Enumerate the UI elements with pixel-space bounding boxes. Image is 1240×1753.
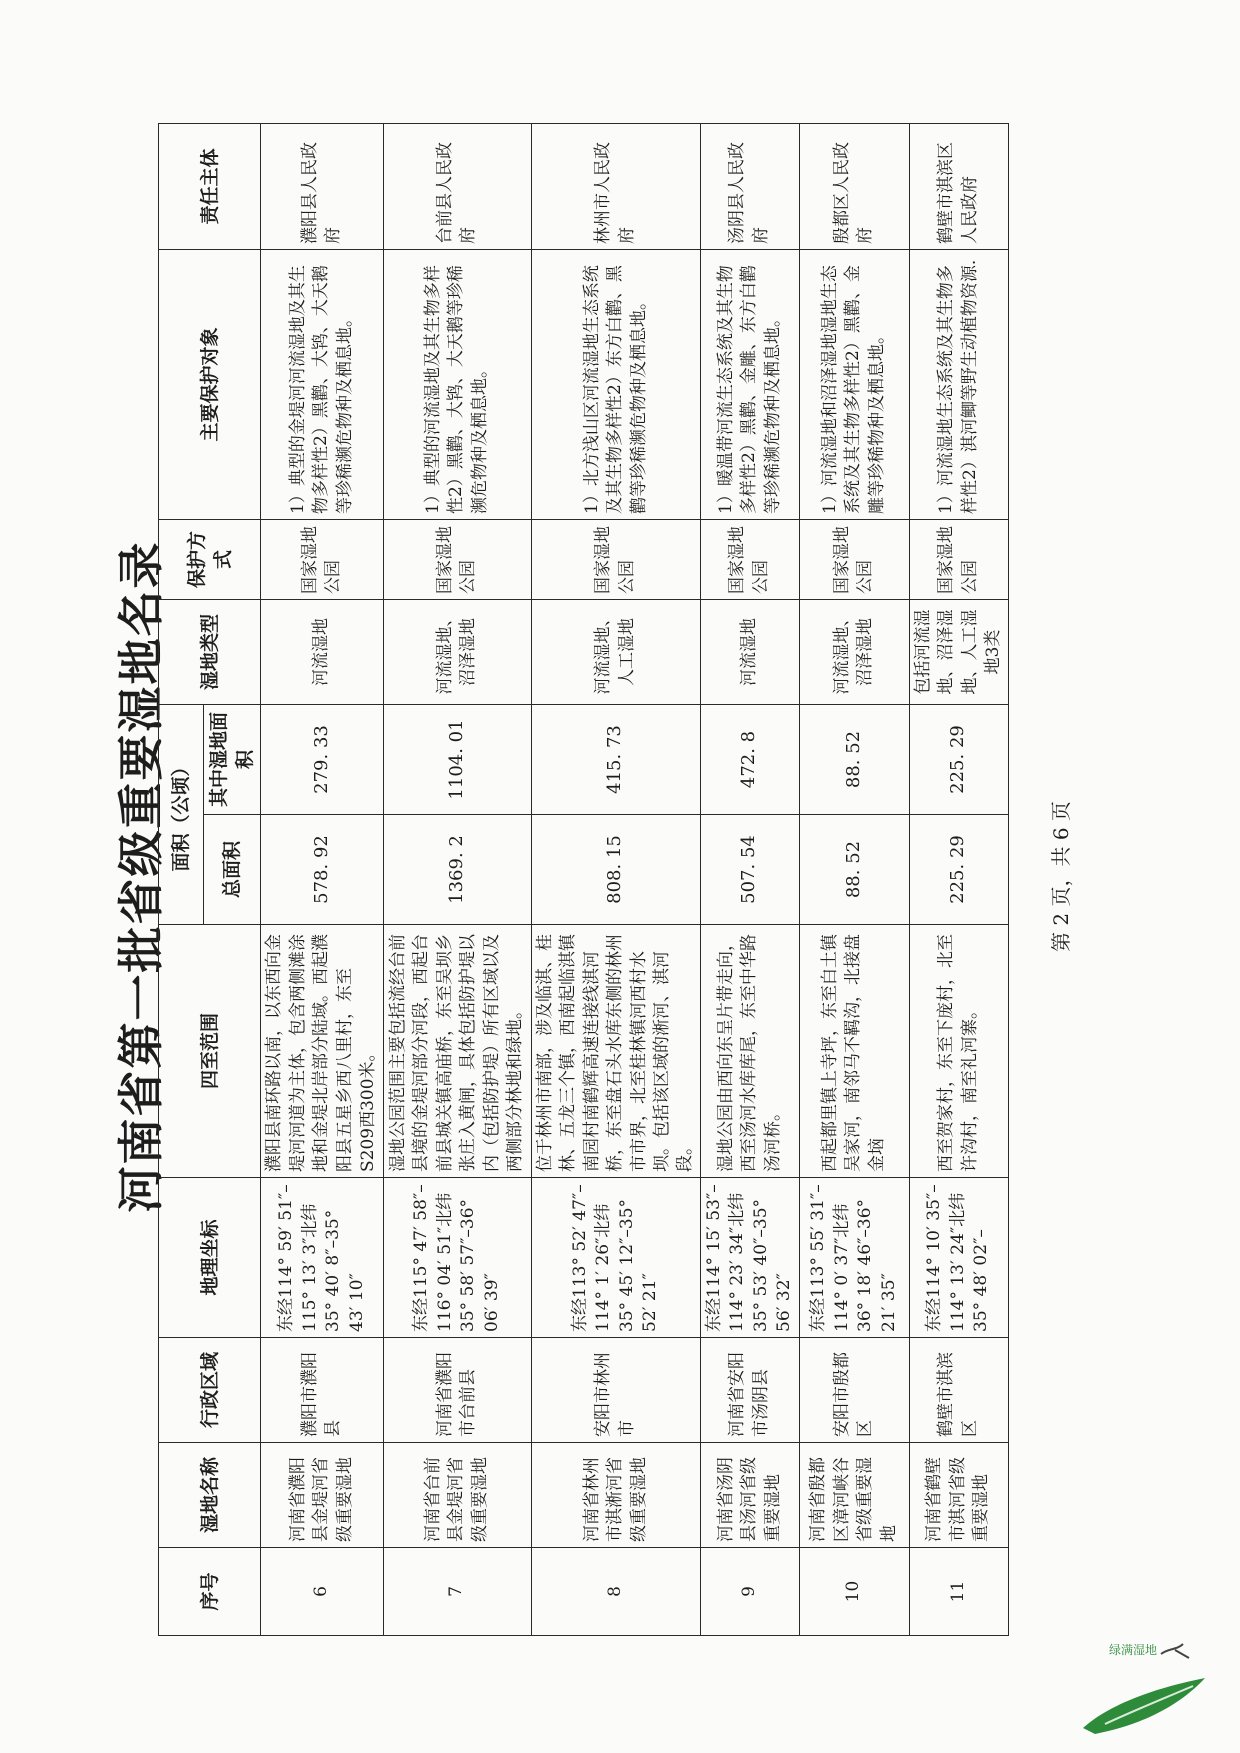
cell-seq: 9 bbox=[700, 1548, 799, 1636]
table-row bbox=[383, 123, 531, 1635]
cell-type: 包括河流湿地、沼泽湿地、人工湿地3类 bbox=[909, 599, 1008, 704]
cell-type: 河流湿地 bbox=[700, 599, 799, 704]
cell-seq: 6 bbox=[261, 1548, 383, 1636]
cell-responsible: 汤阴县人民政府 bbox=[700, 123, 799, 249]
cell-protection: 国家湿地公园 bbox=[531, 519, 700, 599]
cell-total-area: 507. 54 bbox=[700, 815, 799, 925]
header-area-group: 面积（公顷） bbox=[159, 704, 204, 924]
leaf-vein bbox=[1105, 1686, 1193, 1724]
header-coords: 地理坐标 bbox=[159, 1178, 261, 1338]
cell-name: 河南省殷都区漳河峡谷省级重要湿地 bbox=[799, 1443, 909, 1548]
cell-wetland-area: 279. 33 bbox=[261, 704, 383, 814]
header-type: 湿地类型 bbox=[159, 599, 261, 704]
cell-region: 鹤壁市淇滨区 bbox=[909, 1338, 1008, 1443]
header-total-area: 总面积 bbox=[204, 815, 261, 925]
header-region: 行政区域 bbox=[159, 1338, 261, 1443]
cell-region: 河南省安阳市汤阴县 bbox=[700, 1338, 799, 1443]
cell-targets: 1）典型的金堤河河流湿地及其生物多样性2）黑鹳、大鸨、大天鹅等珍稀濒危物种及栖息地。 bbox=[261, 249, 383, 519]
cell-type: 河流湿地、人工湿地 bbox=[531, 599, 700, 704]
cell-targets: 1）典型的河流湿地及其生物多样性2）黑鹳、大鸨、大天鹅等珍稀濒危物种及栖息地。 bbox=[383, 249, 531, 519]
page-number: 第 2 页，共 6 页 bbox=[1049, 801, 1073, 952]
cell-coords: 东经113° 52′ 47″–114° 1′ 26″北纬35° 45′ 12″–35° 52′ 21″ bbox=[531, 1178, 700, 1338]
cell-seq: 10 bbox=[799, 1548, 909, 1636]
cell-total-area: 88. 52 bbox=[799, 815, 909, 925]
table-row bbox=[700, 123, 799, 1635]
cell-coords: 东经113° 55′ 31″–114° 0′ 37″北纬36° 18′ 46″–36° 21′ 35″ bbox=[799, 1178, 909, 1338]
cell-wetland-area: 415. 73 bbox=[531, 704, 700, 814]
cell-bounds: 濮阳县南环路以南，以东西向金堤河河道为主体，包含两侧滩涂地和金堤北岸部分陆域。西起濮阳县五星乡西八里村，东至S209西300米。 bbox=[261, 925, 383, 1178]
cell-region: 河南省濮阳市台前县 bbox=[383, 1338, 531, 1443]
cell-wetland-area: 1104. 01 bbox=[383, 704, 531, 814]
cell-name: 河南省林州市淇淅河省级重要湿地 bbox=[531, 1443, 700, 1548]
cell-bounds: 西起都里镇上寺坪，东至白土镇吴家河，南邻马不羁沟，北接盘金垴 bbox=[799, 925, 909, 1178]
header-bounds: 四至范围 bbox=[159, 925, 261, 1178]
cell-region: 濮阳市濮阳县 bbox=[261, 1338, 383, 1443]
cell-coords: 东经114° 59′ 51″–115° 13′ 3″北纬35° 40′ 8″–35° 43′ 10″ bbox=[261, 1178, 383, 1338]
cell-responsible: 林州市人民政府 bbox=[531, 123, 700, 249]
table-row bbox=[261, 123, 383, 1635]
cell-seq: 7 bbox=[383, 1548, 531, 1636]
cell-protection: 国家湿地公园 bbox=[383, 519, 531, 599]
cell-targets: 1）暖温带河流生态系统及其生物多样性2）黑鹳、金雕、东方白鹳等珍稀濒危物种及栖息地。 bbox=[700, 249, 799, 519]
cell-region: 安阳市林州市 bbox=[531, 1338, 700, 1443]
header-wetland-area: 其中湿地面积 bbox=[204, 704, 261, 814]
cell-coords: 东经114° 10′ 35″–114° 13′ 24″北纬35° 48′ 02″– bbox=[909, 1178, 1008, 1338]
table-row bbox=[531, 123, 700, 1635]
cell-type: 河流湿地、沼泽湿地 bbox=[383, 599, 531, 704]
table-row bbox=[799, 123, 909, 1635]
cell-wetland-area: 225. 29 bbox=[909, 704, 1008, 814]
cell-responsible: 台前县人民政府 bbox=[383, 123, 531, 249]
cell-targets: 1）河流湿地生态系统及其生物多样性2）淇河鲫等野生动植物资源. bbox=[909, 249, 1008, 519]
cell-bounds: 位于林州市南部，涉及临淇、桂林、五龙三个镇，西南起临淇镇南园村南鹤辉高速连接线淇河桥，东至盘石头水库东侧的林州市市界，北至桂林镇河西村水坝。包括该区域的淅河、淇河段。 bbox=[531, 925, 700, 1178]
cell-total-area: 1369. 2 bbox=[383, 815, 531, 925]
cell-wetland-area: 88. 52 bbox=[799, 704, 909, 814]
cell-seq: 8 bbox=[531, 1548, 700, 1636]
cell-protection: 国家湿地公园 bbox=[799, 519, 909, 599]
cell-protection: 国家湿地公园 bbox=[700, 519, 799, 599]
cell-region: 安阳市殷都区 bbox=[799, 1338, 909, 1443]
cell-total-area: 578. 92 bbox=[261, 815, 383, 925]
cell-name: 河南省濮阳县金堤河省级重要湿地 bbox=[261, 1443, 383, 1548]
bird-icon bbox=[1161, 1644, 1189, 1658]
cell-name: 河南省台前县金堤河省级重要湿地 bbox=[383, 1443, 531, 1548]
cell-type: 河流湿地 bbox=[261, 599, 383, 704]
cell-name: 河南省汤阴县汤河省级重要湿地 bbox=[700, 1443, 799, 1548]
header-row bbox=[159, 123, 204, 1635]
cell-total-area: 225. 29 bbox=[909, 815, 1008, 925]
header-responsible: 责任主体 bbox=[159, 123, 261, 249]
cell-coords: 东经115° 47′ 58″–116° 04′ 51″北纬35° 58′ 57″–36° 06′ 39″ bbox=[383, 1178, 531, 1338]
page-title: 河南省第一批省级重要湿地名录 bbox=[114, 540, 168, 1213]
header-targets: 主要保护对象 bbox=[159, 249, 261, 519]
wetland-table bbox=[158, 123, 1009, 1636]
cell-responsible: 濮阳县人民政府 bbox=[261, 123, 383, 249]
cell-responsible: 鹤壁市淇滨区人民政府 bbox=[909, 123, 1008, 249]
cell-protection: 国家湿地公园 bbox=[261, 519, 383, 599]
cell-bounds: 湿地公园由西向东呈片带走向，西至汤河水库库尾，东至中华路汤河桥。 bbox=[700, 925, 799, 1178]
cell-name: 河南省鹤壁市淇河省级重要湿地 bbox=[909, 1443, 1008, 1548]
cell-targets: 1）北方浅山区河流湿地生态系统及其生物多样性2）东方白鹳、黑鹳等珍稀濒危物种及栖息地。 bbox=[531, 249, 700, 519]
header-name: 湿地名称 bbox=[159, 1443, 261, 1548]
table-row bbox=[909, 123, 1008, 1635]
cell-bounds: 西至贺家村，东至下庞村，北至许沟村，南至礼河寨。 bbox=[909, 925, 1008, 1178]
cell-coords: 东经114° 15′ 53″–114° 23′ 34″北纬35° 53′ 40″–35° 56′ 32″ bbox=[700, 1178, 799, 1338]
cell-targets: 1）河流湿地和沼泽湿地湿地生态系统及其生物多样性2）黑鹳、金雕等珍稀物种及栖息地。 bbox=[799, 249, 909, 519]
header-seq: 序号 bbox=[159, 1548, 261, 1636]
cell-total-area: 808. 15 bbox=[531, 815, 700, 925]
cell-responsible: 殷都区人民政府 bbox=[799, 123, 909, 249]
cell-protection: 国家湿地公园 bbox=[909, 519, 1008, 599]
header-protection: 保护方式 bbox=[159, 519, 261, 599]
cell-type: 河流湿地、沼泽湿地 bbox=[799, 599, 909, 704]
logo-text: 绿满湿地 bbox=[1109, 1643, 1158, 1657]
cell-wetland-area: 472. 8 bbox=[700, 704, 799, 814]
cell-bounds: 湿地公园范围主要包括流经台前县境的金堤河部分河段，西起台前县城关镇高庙桥，东至吴坝乡张庄入黄闸，具体包括防护堤以内（包括防护堤）所有区域以及两侧部分林地和绿地。 bbox=[383, 925, 531, 1178]
wetland-logo bbox=[1065, 1620, 1215, 1740]
cell-seq: 11 bbox=[909, 1548, 1008, 1636]
